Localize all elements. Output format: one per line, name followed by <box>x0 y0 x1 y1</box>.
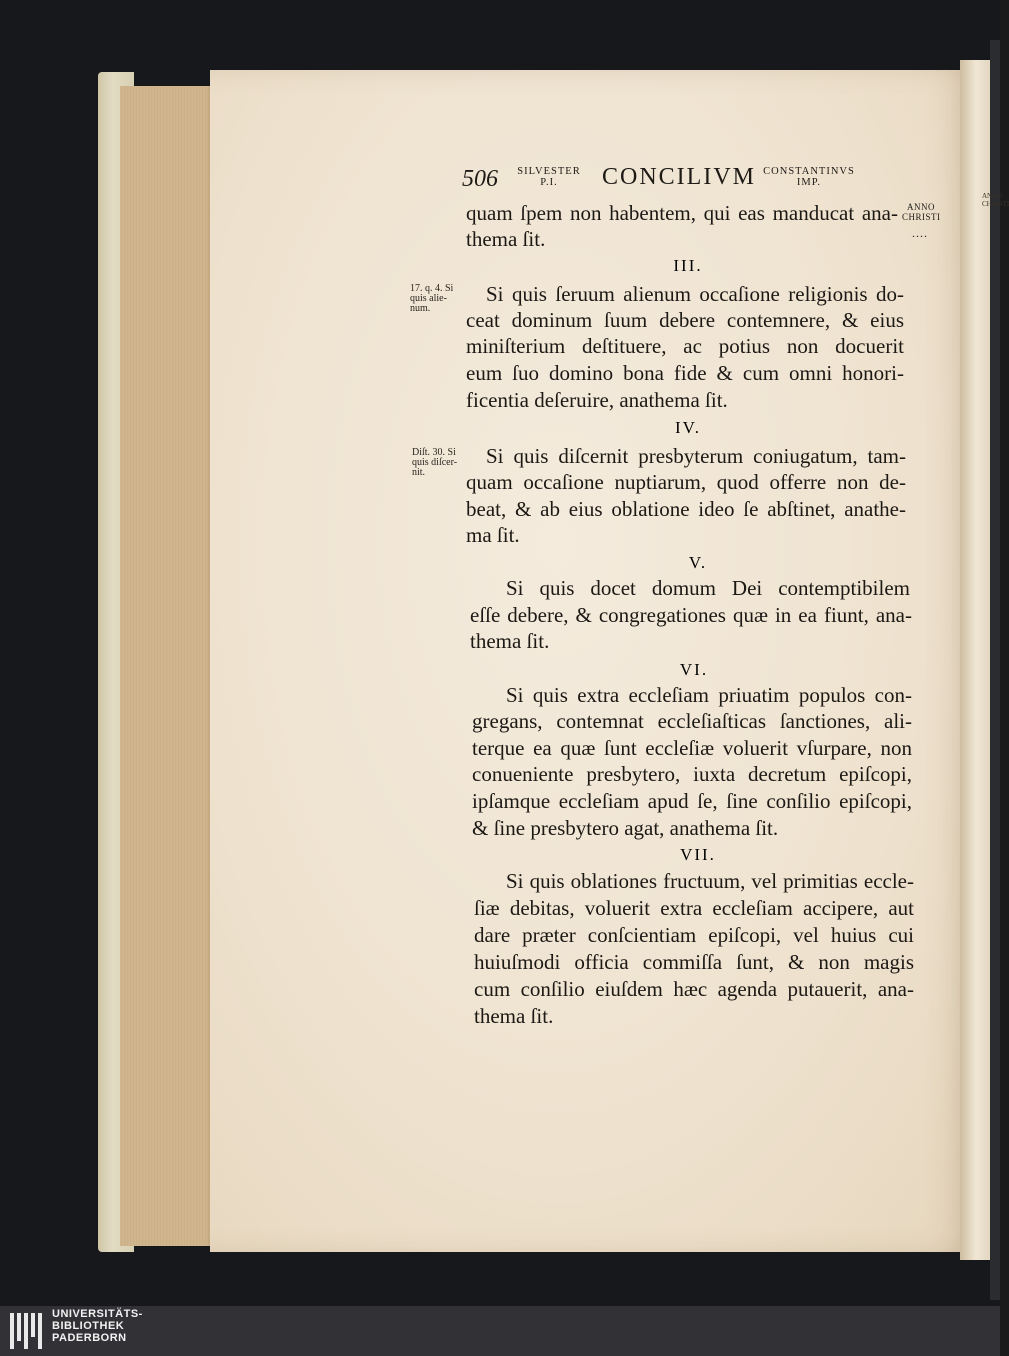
text-line: ipſamque eccleſiam apud ſe, ſine conſilio epiſcopi, <box>472 789 912 813</box>
header-emperor-title: IMP. <box>796 177 822 188</box>
canon-number: VII. <box>680 845 716 864</box>
text-line: dare præter conſcientiam epiſcopi, vel huius cui <box>474 923 914 947</box>
text-line: cum conſilio eiuſdem hæc agenda putauerit, ana- <box>474 977 914 1001</box>
text-line: terque ea quæ ſunt eccleſiæ voluerit vſurpare, non <box>472 736 912 760</box>
text-line: ma ſit. <box>466 523 520 547</box>
canon-number: IV. <box>675 418 701 437</box>
text-line: Si quis ſeruum alienum occaſione religionis do- <box>486 282 904 306</box>
text-line: quam ſpem non habentem, qui eas manducat ana- <box>466 201 898 225</box>
text-line: beat, & ab eius oblatione ideo ſe abſtinet, anathe- <box>466 497 906 521</box>
header-title: CONCILIVM <box>602 164 756 190</box>
margin-note-line: num. <box>410 303 431 314</box>
library-name-line: BIBLIOTHEK <box>52 1320 125 1332</box>
running-header <box>462 164 882 194</box>
scan-right-edge <box>990 40 1000 1300</box>
text-line: Si quis docet domum Dei contemptibilem <box>506 576 910 600</box>
text-line: conueniente presbytero, iuxta decretum epiſcopi, <box>472 762 912 786</box>
text-line: thema ſit. <box>474 1004 554 1028</box>
library-name-line: PADERBORN <box>52 1332 127 1344</box>
header-pope <box>514 166 584 188</box>
text-line: ſiæ debitas, voluerit extra eccleſiam accipere, aut <box>474 896 914 920</box>
anno-christi-label <box>902 202 940 222</box>
text-line: gregans, contemnat eccleſiaſticas ſanctiones, ali- <box>472 709 912 733</box>
header-emperor <box>754 166 864 188</box>
text-line: ceat dominum ſuum debere contemnere, & eius <box>466 308 904 332</box>
christi-word: CHRISTI <box>902 212 941 222</box>
canon-number: VI. <box>679 660 709 679</box>
facing-page-anno <box>982 192 1009 208</box>
header-pope-name: SILVESTER <box>517 166 581 177</box>
page-fore-edge <box>120 86 220 1246</box>
facing-anno-word: ANNO <box>982 192 1003 200</box>
margin-note <box>412 448 462 478</box>
text-line: & ſine presbytero agat, anathema ſit. <box>472 816 779 840</box>
text-line: thema ſit. <box>470 629 550 653</box>
text-line: ficentia deſeruire, anathema ſit. <box>466 388 728 412</box>
text-line: Si quis diſcernit presbyterum coniugatum, tam- <box>486 444 906 468</box>
text-line: eſſe debere, & congregationes quæ in ea fiunt, ana- <box>470 603 912 627</box>
book-page <box>210 70 980 1252</box>
margin-note-line: nit. <box>412 467 426 478</box>
text-line: quam occaſione nuptiarum, quod offerre non de- <box>466 470 906 494</box>
footer-band <box>0 1306 1000 1356</box>
facing-christi-word: CHRISTI <box>982 200 1009 208</box>
page-number: 506 <box>462 166 498 192</box>
canon-number: III. <box>673 256 703 275</box>
margin-note-line: Diſt. 30. Si <box>412 447 456 458</box>
header-pope-title: P.I. <box>540 177 558 188</box>
text-line: eum ſuo domino bona fide & cum omni honori- <box>466 361 904 385</box>
library-logo-icon <box>10 1313 42 1349</box>
margin-note <box>410 284 460 314</box>
library-name-line: UNIVERSITÄTS- <box>52 1308 143 1320</box>
header-emperor-name: CONSTANTINVS <box>763 166 855 177</box>
margin-note-line: 17. q. 4. Si <box>410 283 454 294</box>
text-line: Si quis oblationes fructuum, vel primitias eccle- <box>506 869 914 893</box>
library-name[interactable] <box>52 1308 143 1344</box>
anno-dots: .... <box>912 226 928 240</box>
canon-number: V. <box>688 553 708 572</box>
text-line: huiuſmodi officia commiſſa ſunt, & non magis <box>474 950 914 974</box>
anno-word: ANNO <box>907 202 935 212</box>
text-line: Si quis extra eccleſiam priuatim populos con- <box>506 683 912 707</box>
text-line: thema ſit. <box>466 227 546 251</box>
margin-note-line: quis diſcer- <box>412 457 458 468</box>
margin-note-line: quis alie- <box>410 293 447 304</box>
text-line: miniſterium deſtituere, ac potius non docuerit <box>466 334 904 358</box>
